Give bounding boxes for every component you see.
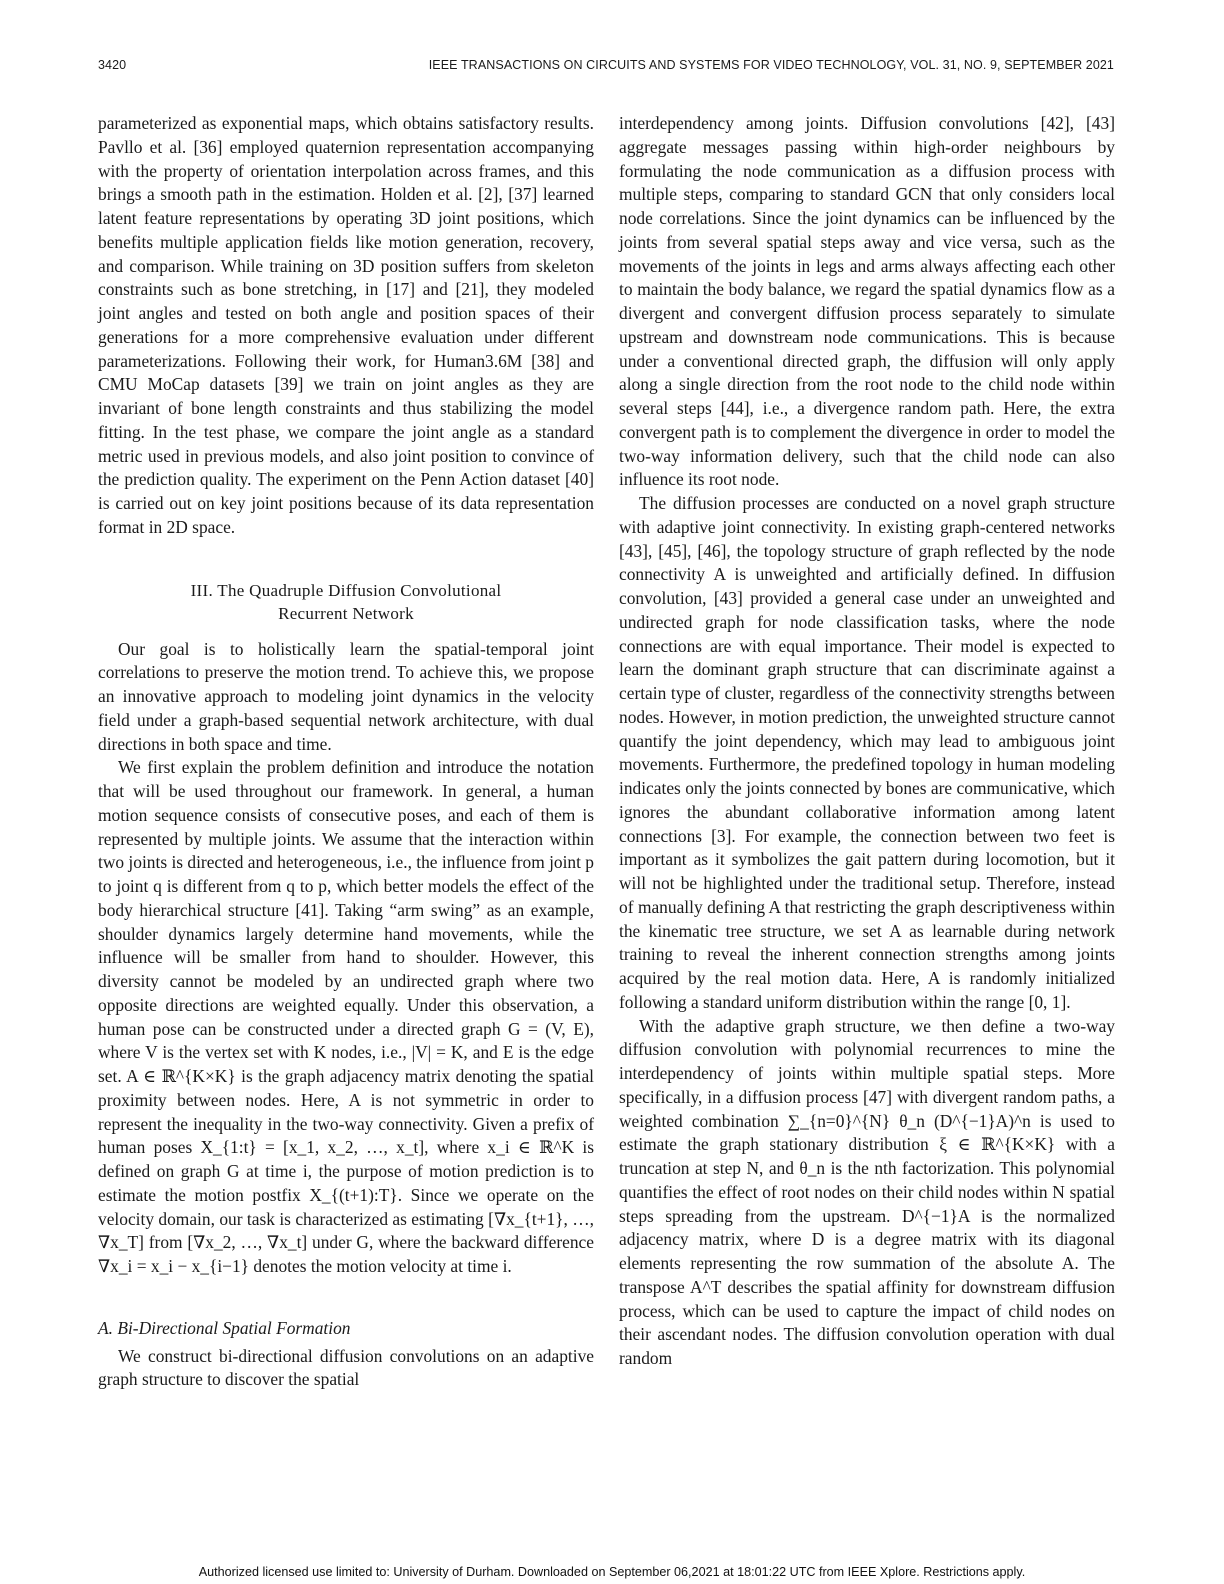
paragraph: We construct bi-directional diffusion convolutions on an adaptive graph structure to discover the spatial <box>98 1345 594 1390</box>
subsection-heading: A. Bi-Directional Spatial Formation <box>98 1317 351 1338</box>
license-footer: Authorized licensed use limited to: University of Durham. Downloaded on September 06,2021 at 18:01:22 UTC from IEEE Xplore. Restrictions apply. <box>198 1565 1026 1579</box>
paragraph: interdependency among joints. Diffusion convolutions [42], [43] aggregate messages passing within high-order neighbours by formulating the node communication as a diffusion process with multiple steps, comparing to standard GCN that only considers local node correlations. Since the joint dynamics can be influenced by the joints from several spatial steps away and vice versa, such as the movements of the joints in legs and arms always affecting each other to maintain the body balance, we regard the spatial dynamics flow as a divergent and convergent diffusion process separately to simulate upstream and downstream node communications. This is because under a conventional directed graph, the diffusion will only apply along a single direction from the root node to the child node within several steps [44], i.e., a divergence random path. Here, the extra convergent path is to complement the divergence in order to model the two-way information delivery, such that the child node can also influence its root node. <box>619 113 1115 490</box>
section-heading-line: Recurrent Network <box>278 603 414 623</box>
paragraph: We first explain the problem definition and introduce the notation that will be used throughout our framework. In general, a human motion sequence consists of consecutive poses, and each of them is represented by multiple joints. We assume that the interaction within two joints is directed and heterogeneous, i.e., the influence from joint p to joint q is different from q to p, which better models the effect of the body hierarchical structure [41]. Taking “arm swing” as an example, shoulder dynamics largely determine hand movements, while the influence will be smaller from hand to shoulder. However, this diversity cannot be modeled by an undirected graph where two opposite directions are weighted equally. Under this observation, a human pose can be constructed under a directed graph G = (V, E), where V is the vertex set with K nodes, i.e., |V| = K, and E is the edge set. A ∈ ℝ^{K×K} is the graph adjacency matrix denoting the spatial proximity between nodes. Here, A is not symmetric in order to represent the inequality in the two-way connectivity. Given a prefix of human poses X_{1:t} = [x_1, x_2, …, x_t], where x_i ∈ ℝ^K is defined on graph G at time i, the purpose of motion prediction is to estimate the motion postfix X_{(t+1):T}. Since we operate on the velocity domain, our task is characterized as estimating [∇x_{t+1}, …, ∇x_T] from [∇x_2, …, ∇x_t] under G, where the backward difference ∇x_i = x_i − x_{i−1} denotes the motion velocity at time i. <box>98 757 594 1276</box>
right-column <box>619 112 1115 1371</box>
section-heading-line: III. The Quadruple Diffusion Convolutional <box>190 580 502 600</box>
paragraph: Our goal is to holistically learn the spatial-temporal joint correlations to preserve the motion trend. To achieve this, we propose an innovative approach to modeling joint dynamics in the velocity field under a graph-based sequential network architecture, with dual directions in both space and time. <box>98 638 594 754</box>
section-heading <box>98 579 594 625</box>
paragraph: parameterized as exponential maps, which obtains satisfactory results. Pavllo et al. [36] employed quaternion representation accompanying with the property of orientation interpolation across frames, and this brings a smooth path in the estimation. Holden et al. [2], [37] learned latent feature representations by operating 3D joint positions, which benefits multiple application fields like motion generation, recovery, and comparison. While training on 3D position suffers from skeleton constraints such as bone stretching, in [17] and [21], they modeled joint angles and tested on both angle and position spaces of their generations for a more comprehensive evaluation under different parameterizations. Following their work, for Human3.6M [38] and CMU MoCap datasets [39] we train on joint angles as they are invariant of bone length constraints and thus stabilizing the model fitting. In the test phase, we compare the joint angle as a standard metric used in previous models, and also joint position to convince of the prediction quality. The experiment on the Penn Action dataset [40] is carried out on key joint positions because of its data representation format in 2D space. <box>98 113 594 537</box>
paragraph: With the adaptive graph structure, we then define a two-way diffusion convolution with polynomial recurrences to mine the interdependency of joints within multiple spatial steps. More specifically, in a diffusion process [47] with divergent random paths, a weighted combination ∑_{n=0}^{N} θ_n (D^{−1}A)^n is used to estimate the graph stationary distribution ξ ∈ ℝ^{K×K} with a truncation at step N, and θ_n is the nth factorization. This polynomial quantifies the effect of root nodes on their child nodes within N spatial steps spreading from the upstream. D^{−1}A is the normalized adjacency matrix, where D is a degree matrix with its diagonal elements representing the row summation of the absolute A. The transpose A^T describes the spatial affinity for downstream diffusion process, which can be used to capture the impact of child nodes on their ascendant nodes. The diffusion convolution operation with dual random <box>619 1015 1115 1368</box>
left-column <box>98 112 594 1392</box>
page-number: 3420 <box>98 58 127 72</box>
journal-title: IEEE TRANSACTIONS ON CIRCUITS AND SYSTEMS FOR VIDEO TECHNOLOGY, VOL. 31, NO. 9, SEPTEMBER 2021 <box>428 58 1114 72</box>
paragraph: The diffusion processes are conducted on a novel graph structure with adaptive joint connectivity. In existing graph-centered networks [43], [45], [46], the topology structure of graph reflected by the node connectivity A is unweighted and artificially defined. In diffusion convolution, [43] provided a general case under an unweighted and undirected graph for node classification tasks, where the node connections are with equal importance. Their model is expected to learn the dominant graph structure that can discriminate against a certain type of cluster, regardless of the connectivity strengths between nodes. However, in motion prediction, the unweighted structure cannot quantify the joint dependency, which may lead to ambiguous joint movements. Furthermore, the predefined topology in human modeling indicates only the joints connected by bones are communicative, which ignores the abundant collaborative information among latent connections [3]. For example, the connection between two feet is important as it symbolizes the gait pattern during locomotion, but it will not be highlighted under the traditional setup. Therefore, instead of manually defining A that restricting the graph descriptiveness within the kinematic tree structure, we set A as learnable during network training to reveal the inherent connection strengths among joints acquired by the real motion data. Here, A is randomly initialized following a standard uniform distribution within the range [0, 1]. <box>619 493 1115 1012</box>
running-head <box>98 58 1114 80</box>
